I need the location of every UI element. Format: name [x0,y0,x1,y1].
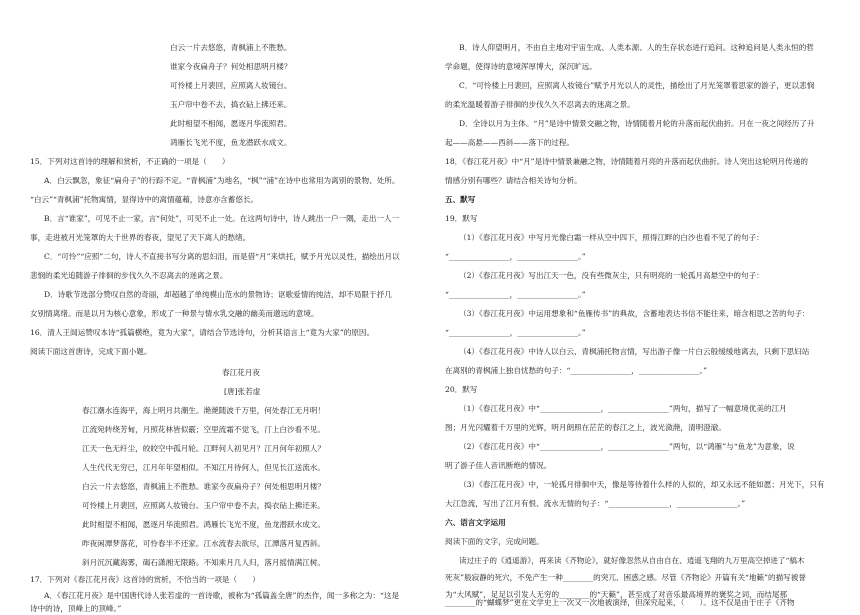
passage-line: 死灰”般寂静的死穴，不免产生一种________的突兀、困惑之感。尽管《齐物论》开篇有关“地籁”的描写被誉 [445,573,806,582]
poem-author: [唐]张若虚 [224,387,261,396]
poem-line: 白云一片去悠悠，青枫浦上不胜愁。 [170,43,292,52]
poem-line: 鸿雁长飞光不度，鱼龙潜跃水成文。 [170,138,292,147]
q17-option-c: C．“可怜楼上月裴回，应照离人妆镜台”赋予月光以人的灵性，描绘出了月光笼罩着思家的游子，更以悲悯 [459,81,815,90]
q15-option-b: B．言“谁家”，可见不止一家，言“何处”，可见不止一处。在这两句诗中，诗人跳出一户一隅，走出一人一 [44,214,400,223]
poem-line: 谁家今夜扁舟子？何处相思明月楼？ [170,62,292,71]
q17-option-d: D．全诗以月为主体。“月”是诗中情景交融之物，诗情随着月轮的升落而起伏曲折。月在一夜之间经历了升 [459,119,815,128]
poem-title: 春江花月夜 [222,368,260,377]
q15-option-c-cont: 悲悯的柔光追随游子徘徊的步伐久久不忍离去的迷离之景。 [30,271,228,280]
question-18-cont: 情感分别有哪些？请结合相关诗句分析。 [445,176,582,185]
poem-line: 斜月沉沉藏海雾，碣石潇湘无限路。不知乘月几人归，落月摇情满江树。 [82,558,325,567]
poem-line: 江流宛转绕芳甸，月照花林皆似霰；空里流霜不觉飞，汀上白沙看不见。 [82,425,325,434]
q17-option-a-cont: 诗中的诗，顶峰上的顶峰。” [30,604,122,613]
q20-item-3-cont: 大江急流，写出了江月有恨、流水无情的句子：“________________，________________。” [445,499,746,508]
reading-instruction: 阅读下面这首唐诗，完成下面小题。 [30,347,152,356]
passage-line: 为“大风赋”，足足以引发人无穷的________的“天籁”，甚至成了对音乐最高境界的褒奖之词，而结尾那 [445,590,788,599]
question-15: 15．下列对这首诗的理解和赏析，不正确的一项是（ ） [30,157,230,166]
poem-line: 可怜楼上月裴回，应照离人妆镜台。玉户帘中卷不去，捣衣砧上拂还来。 [82,501,325,510]
section-6-heading: 六、语言文字运用 [445,518,506,527]
q17-option-c-cont: 的柔光温暖着游子徘徊的步伐久久不忍离去的迷离之景。 [445,100,635,109]
question-17: 17．下列对《春江花月夜》这首诗的赏析，不恰当的一项是（ ） [30,575,260,584]
passage-line: 读过庄子的《逍遥游》，再来读《齐物论》，就好像忽然从自由自在、逍遥飞翔的九万里高空掉进了“槁木 [459,556,805,565]
question-19: 19．默写 [445,214,478,223]
q17-option-a: A．《春江花月夜》是中国唐代诗人张若虚的一首诗歌，被称为“孤篇盖全唐”的杰作，闻一多称之为：“这是 [44,591,400,600]
q15-option-a-cont: “白云”“青枫浦”托物寓情，显得诗中的离情蕴藉，诗意亦含蓄悠长。 [30,195,259,204]
poem-line: 人生代代无穷已，江月年年望相似。不知江月待何人，但见长江送流水。 [82,463,325,472]
q15-option-c: C．“可怜”“应照”二句，诗人不直接书写分离的思妇泪，而是借“月”来烘托，赋予月光以灵性，描绘出月以 [44,252,400,261]
poem-line: 白云一片去悠悠，青枫浦上不胜愁。谁家今夜扁舟子？何处相思明月楼？ [82,482,325,491]
section-5-heading: 五、默写 [445,195,476,204]
poem-line: 此时相望不相闻，愿逐月华流照君。 [170,119,292,128]
reading-instruction-6: 阅读下面的文字，完成问题。 [445,537,544,546]
question-16: 16．清人王闿运赞叹本诗“孤篇横绝，竟为大家”，请结合节选诗句，分析其语言上“竟为大家”的原因。 [30,328,375,337]
q19-item-3-blank: “________________，________________。” [445,328,586,337]
q19-item-2: （2）《春江花月夜》写出江天一色，没有些微灰尘，只有明亮的一轮孤月高悬空中的句子： [459,271,764,280]
poem-line: 昨夜闲潭梦落花，可怜春半不还家。江水流春去欲尽，江潭落月复西斜。 [82,539,325,548]
q17-option-b: B．诗人仰望明月，不由自主地对宇宙生成、人类本源、人的生存状态进行追问。这种追问是人类永恒的哲 [459,43,814,52]
poem-line: 此时相望不相闻，愿逐月华流照君。鸿雁长飞光不度，鱼龙潜跃水成文。 [82,520,325,529]
poem-line: 玉户帘中卷不去，捣衣砧上拂还来。 [170,100,292,109]
q17-option-b-cont: 学命题，使得诗的意境浑厚博大，深沉旷远。 [445,62,597,71]
poem-line: 江天一色无纤尘，皎皎空中孤月轮。江畔何人初见月？江月何年初照人？ [82,444,325,453]
q20-item-1-cont: 图；月光闪耀着千万里的光辉，明月朗照在茫茫的春江之上，波光潋滟，清明澄澈。 [445,423,726,432]
q20-item-2: （2）《春江花月夜》中“________________，________________”两句，以“鸿雁”与“鱼龙”为意象，说 [459,442,795,451]
q15-option-d: D．诗歌节选部分赞叹自然的奇丽，却超越了单纯模山范水的景物诗；讴歌爱情的纯洁，却不局限于抒几 [44,290,392,299]
q19-item-1-blank: “________________，________________。” [445,252,586,261]
question-18: 18．《春江花月夜》中“月”是诗中情景兼融之物，诗情随着月亮的升落而起伏曲折。诗人突出这轮明月传递的 [445,157,808,166]
q17-option-d-cont: 起——高悬——西斜——落下的过程。 [445,138,575,147]
q19-item-4-cont: 在离别的青枫浦上独自忧愁的句子：“________________，________________。” [445,366,708,375]
q19-item-4: （4）《春江花月夜》中诗人以白云、青枫浦托物言情，写出游子像一片白云般缓缓地离去，只剩下思妇站 [459,347,810,356]
q15-option-d-cont: 女别情离绪。而是以月为核心意象，形成了一种景与情水乳交融的幽美而邈远的意境。 [30,309,319,318]
poem-line: 春江潮水连海平，海上明月共潮生。滟滟随波千万里，何处春江无月明！ [82,406,325,415]
q20-item-1: （1）《春江花月夜》中“________________，________________”两句，描写了一幅意境优美的江月 [459,404,787,413]
q20-item-2-cont: 明了游子佳人音讯断绝的情况。 [445,461,552,470]
q19-item-1: （1）《春江花月夜》中写月光像白霜一样从空中四下，照得江畔的白沙也看不见了的句子： [459,233,764,242]
q19-item-3: （3）《春江花月夜》中运用想象和“鱼雁传书”的典故，含蓄地表达书信不能往来，暗含相思之苦的句子： [459,309,810,318]
question-20: 20．默写 [445,385,478,394]
q15-option-b-cont: 事，走进被月光笼罩的大千世界的春夜，望见了天下离人的愁绪。 [30,233,251,242]
q19-item-2-blank: “________________，________________。” [445,290,586,299]
poem-line: 可怜楼上月裴回，应照离人妆镜台。 [170,81,292,90]
passage-line: ________的“蝴蝶梦”更在文学史上一次又一次地被演绎，但深究起来，（ ）。这不仅是由于庄子《齐物 [445,598,795,607]
q15-option-a: A．白云飘忽，象征“扁舟子”的行踪不定。“青枫浦”为地名，“枫”“浦”在诗中也常用为离别的景物、处所。 [44,176,400,185]
q20-item-3: （3）《春江花月夜》中，一轮孤月徘徊中天，像是等待着什么样的人似的，却又永远不能如愿；月光下，只有 [459,480,825,489]
